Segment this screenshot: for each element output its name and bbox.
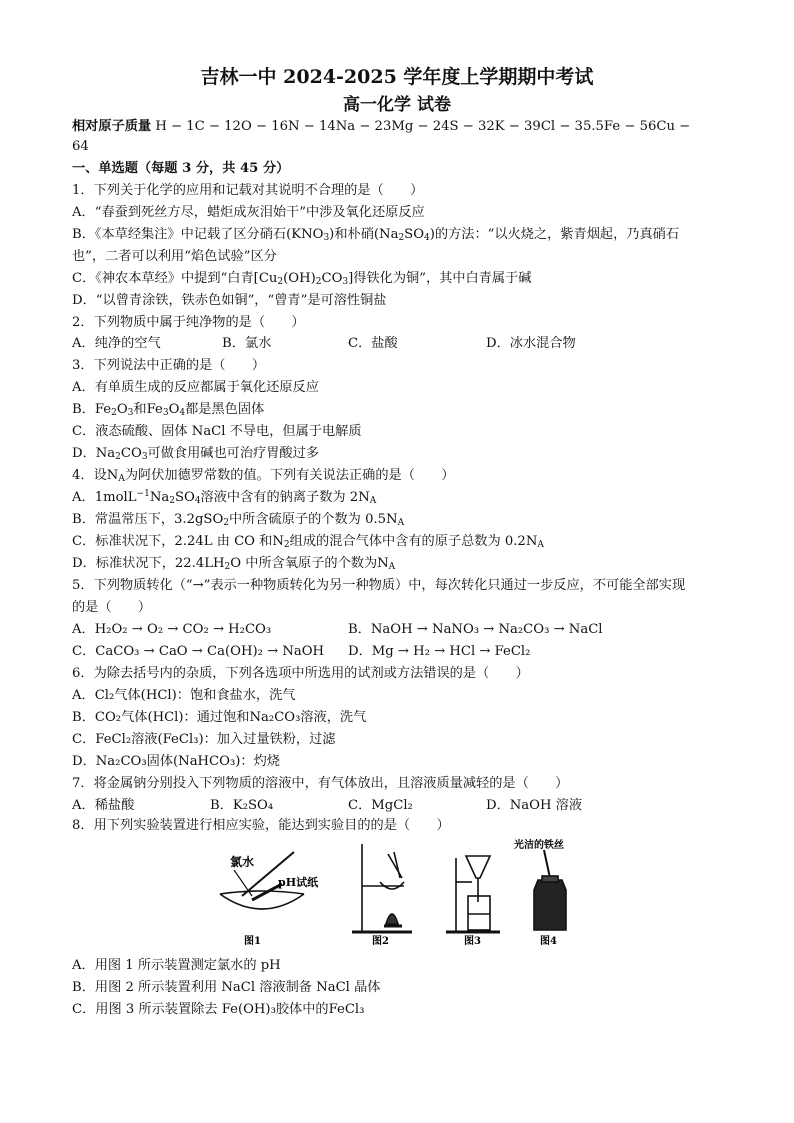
q2-option-d: D．冰水混合物 [486, 336, 576, 351]
figure-4-label-wire: 光洁的铁丝 [514, 840, 564, 851]
figure-1-label-chlorine: 氯水 [230, 855, 255, 869]
q5-stem-cont: 的是（ ） [72, 600, 152, 615]
figure-3-filtration [446, 856, 500, 932]
exam-title: 吉林一中 2024-2025 学年度上学期期中考试 [200, 66, 594, 88]
figure-1-caption: 图1 [244, 936, 261, 947]
q6-option-c: C．FeCl₂溶液(FeCl₃)：加入过量铁粉，过滤 [72, 732, 336, 747]
q7-option-c: C．MgCl₂ [348, 798, 413, 813]
q8-option-a: A．用图 1 所示装置测定氯水的 pH [72, 958, 281, 973]
q1-option-a: A．“春蚕到死丝方尽，蜡炬成灰泪始干”中涉及氧化还原反应 [72, 205, 425, 220]
q6-stem: 6．为除去括号内的杂质，下列各选项中所选用的试剂或方法错误的是（ ） [72, 666, 529, 681]
exam-subtitle: 高一化学 试卷 [343, 95, 451, 115]
q1-stem: 1．下列关于化学的应用和记载对其说明不合理的是（ ） [72, 183, 424, 198]
q6-option-d: D．Na₂CO₃固体(NaHCO₃)：灼烧 [72, 754, 280, 769]
figure-2-caption: 图2 [372, 936, 389, 947]
q1-option-d: D．“以曾青涂铁，铁赤色如铜”，“曾青”是可溶性铜盐 [72, 293, 387, 308]
q4-option-c: C．标准状况下，2.24L 由 CO 和$N_2$组成的混合气体中含有的原子总数为 $0.2N_A$ [72, 534, 544, 550]
q8-option-b: B．用图 2 所示装置利用 NaCl 溶液制备 NaCl 晶体 [72, 980, 381, 995]
atomic-mass-line [72, 118, 690, 136]
q4-option-b: B．常温常压下，3.2gSO$_2$中所含硫原子的个数为 $0.5N_A$ [72, 512, 405, 528]
q3-option-b: B．$Fe_2O_3$和$Fe_3O_4$都是黑色固体 [72, 402, 265, 418]
atomic-mass-label: 相对原子质量 [72, 119, 152, 134]
q4-option-d: D．标准状况下，$22.4LH_2O$ 中所含氧原子的个数为$N_A$ [72, 556, 396, 572]
q3-option-a: A．有单质生成的反应都属于氧化还原反应 [72, 380, 319, 395]
q7-option-d: D．NaOH 溶液 [486, 798, 583, 813]
q5-option-c: C．CaCO₃ → CaO → Ca(OH)₂ → NaOH [72, 644, 325, 659]
atomic-mass-line-2: 64 [72, 139, 89, 154]
q6-option-b: B．CO₂气体(HCl)：通过饱和Na₂CO₃溶液，洗气 [72, 710, 367, 725]
q8-apparatus-figures [212, 838, 587, 948]
q6-option-a: A．Cl₂气体(HCl)：饱和食盐水，洗气 [72, 688, 296, 703]
q2-option-a: A．纯净的空气 [72, 336, 161, 351]
q4-stem: 4．设$N_A$为阿伏加德罗常数的值。下列有关说法正确的是（ ） [72, 468, 455, 484]
q8-stem: 8．用下列实验装置进行相应实验，能达到实验目的的是（ ） [72, 818, 450, 833]
q3-option-d: D．$Na_2CO_3$可做食用碱也可治疗胃酸过多 [72, 446, 319, 462]
q1-option-c: C．《神农本草经》中提到“白青$[Cu_2(OH)_2CO_3]$得铁化为铜”，其中白青属于碱 [72, 271, 532, 287]
q3-option-c: C．液态硫酸、固体 NaCl 不导电，但属于电解质 [72, 424, 362, 439]
figure-1-label-ph: pH试纸 [278, 876, 319, 889]
q2-stem: 2．下列物质中属于纯净物的是（ ） [72, 315, 305, 330]
figure-4-iron-wire-jar [534, 850, 566, 930]
q7-stem: 7．将金属钠分别投入下列物质的溶液中，有气体放出，且溶液质量减轻的是（ ） [72, 776, 569, 791]
section-heading: 一、单选题（每题 3 分，共 45 分） [72, 161, 290, 176]
q4-option-a: A．$1molL^{-1}Na_2SO_4$溶液中含有的钠离子数为 $2N_A$ [72, 489, 377, 506]
q5-option-b: B．NaOH → NaNO₃ → Na₂CO₃ → NaCl [348, 622, 603, 637]
figure-4-caption: 图4 [540, 936, 557, 947]
q7-option-b: B．K₂SO₄ [210, 798, 274, 813]
figure-2-evaporation [352, 844, 412, 932]
q2-option-c: C．盐酸 [348, 336, 398, 351]
q1-option-b-cont: 也”，二者可以利用“焰色试验”区分 [72, 249, 277, 264]
q5-stem: 5．下列物质转化（“→”表示一种物质转化为另一种物质）中，每次转化只通过一步反应，不可能全部实现 [72, 578, 686, 593]
figure-3-caption: 图3 [464, 936, 481, 947]
atomic-mass-values: H − 1C − 12O − 16N − 14Na − 23Mg − 24S − 32K − 39Cl − 35.5Fe − 56Cu − [151, 119, 691, 134]
q3-stem: 3．下列说法中正确的是（ ） [72, 358, 266, 373]
q7-option-a: A．稀盐酸 [72, 798, 135, 813]
q2-option-b: B．氯水 [222, 336, 272, 351]
q1-option-b: B．《本草经集注》中记载了区分硝石$(KNO_3)$和朴硝$(Na_2SO_4)$的方法：“以火烧之，紫青烟起，乃真硝石 [72, 227, 680, 243]
q8-option-c: C．用图 3 所示装置除去 Fe(OH)₃胶体中的FeCl₃ [72, 1002, 365, 1017]
q5-option-a: A．H₂O₂ → O₂ → CO₂ → H₂CO₃ [72, 622, 272, 637]
q5-option-d: D．Mg → H₂ → HCl → FeCl₂ [348, 644, 531, 659]
